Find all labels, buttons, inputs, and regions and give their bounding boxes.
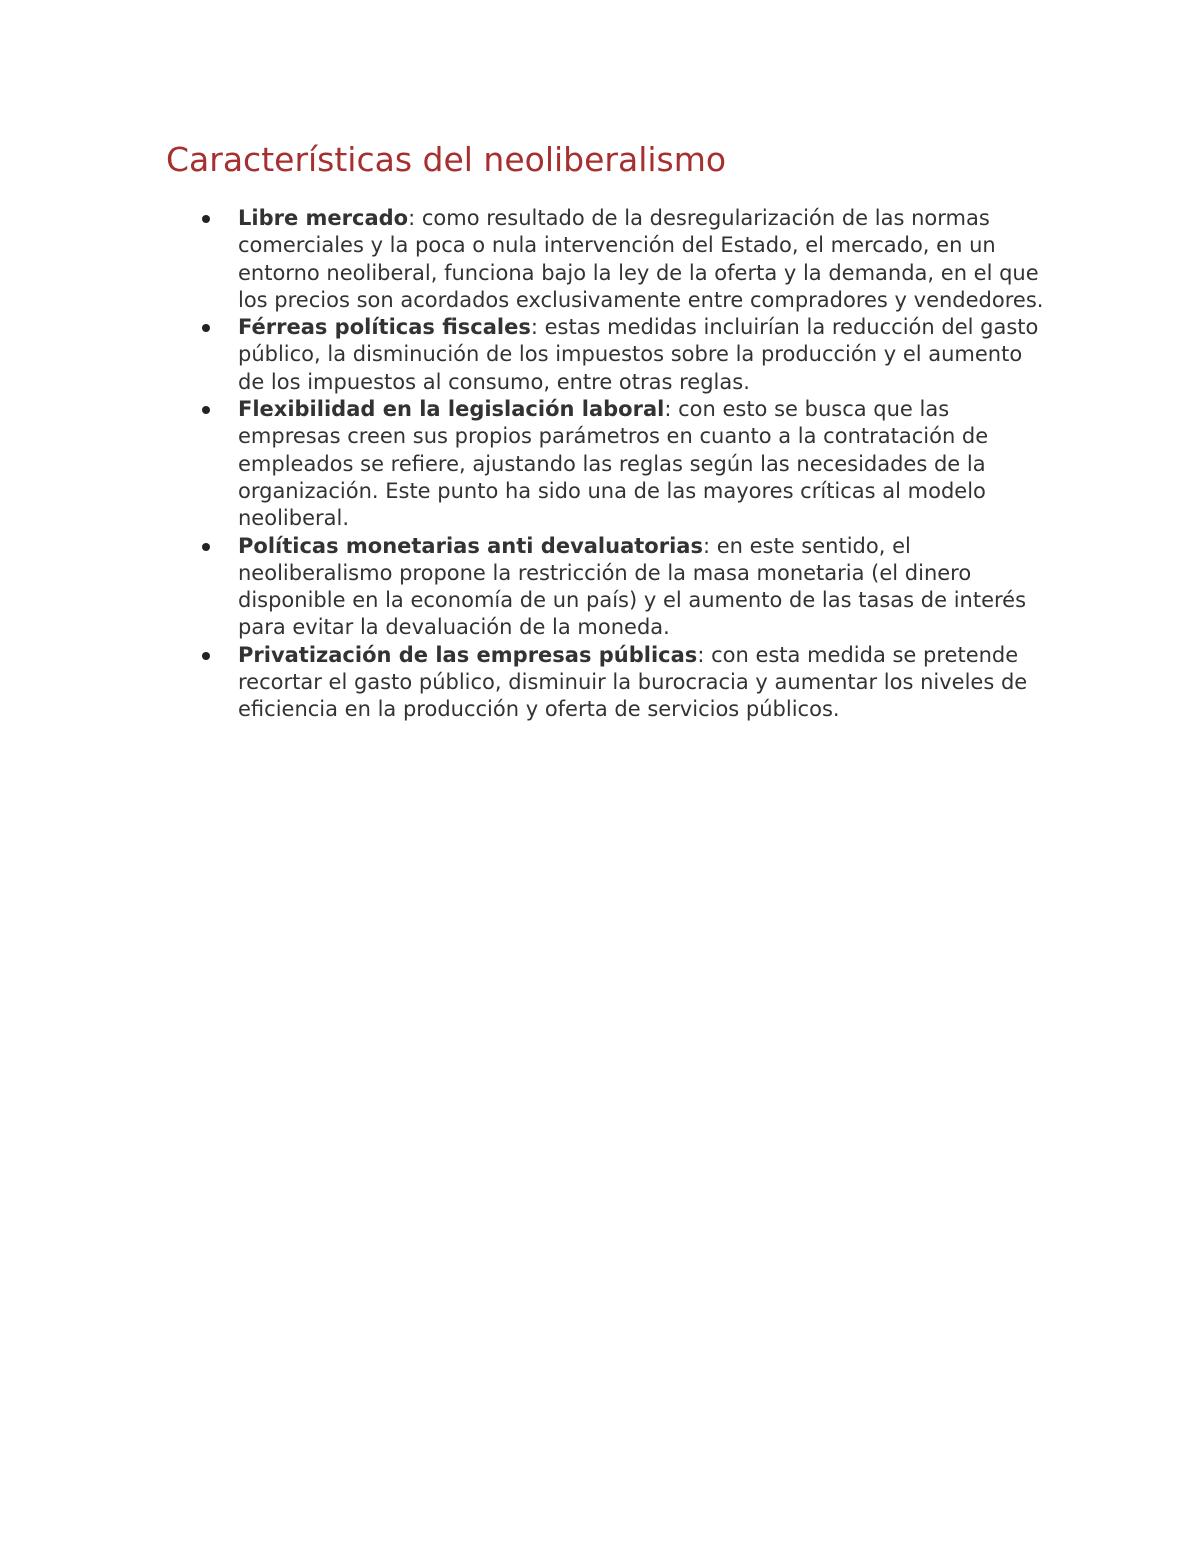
- list-item: [166, 205, 1046, 314]
- item-text: : en este sentido, el neoliberalismo propone la restricción de la masa monetaria (el dinero disponible en la economía de un país) y el aumento de las tasas de interés para evitar la devaluación de la moneda.: [238, 533, 1027, 640]
- item-term: Privatización de las empresas públicas: [238, 642, 698, 667]
- item-term: Férreas políticas fiscales: [238, 315, 531, 340]
- item-term: Políticas monetarias anti devaluatorias: [238, 533, 703, 558]
- list-item: [166, 396, 1046, 532]
- bullet-icon: [202, 324, 210, 332]
- item-term: Libre mercado: [238, 206, 409, 230]
- item-text: : con esta medida se pretende recortar el gasto público, disminuir la burocracia y aumentar los niveles de eficiencia en la producción y oferta de servicios públicos.: [238, 642, 1028, 722]
- item-text: : estas medidas incluirían la reducción del gasto público, la disminución de los impuestos sobre la producción y el aumento de los impuestos al consumo, entre otras reglas.: [238, 315, 1039, 394]
- item-term: Flexibilidad en la legislación laboral: [238, 397, 665, 422]
- list-item: [166, 642, 1046, 724]
- list-item: [166, 533, 1046, 642]
- bullet-icon: [202, 543, 210, 551]
- bullet-icon: [202, 215, 210, 223]
- document-title: Características del neoliberalismo: [166, 140, 727, 179]
- item-text: : como resultado de la desregularización de las normas comerciales y la poca o nula intervención del Estado, el mercado, en un entorno neoliberal, funciona bajo la ley de la oferta y la demanda, en el que los precios son acordados exclusivamente entre compradores y vendedores.: [238, 206, 1044, 312]
- bullet-icon: [202, 652, 210, 660]
- list-item: [166, 314, 1046, 396]
- item-text: : con esto se busca que las empresas creen sus propios parámetros en cuanto a la contratación de empleados se refiere, ajustando las reglas según las necesidades de la organización. Este punto ha sido una de las mayores críticas al modelo neoliberal.: [238, 397, 989, 531]
- bullet-icon: [202, 406, 210, 414]
- characteristics-list: [166, 205, 1046, 724]
